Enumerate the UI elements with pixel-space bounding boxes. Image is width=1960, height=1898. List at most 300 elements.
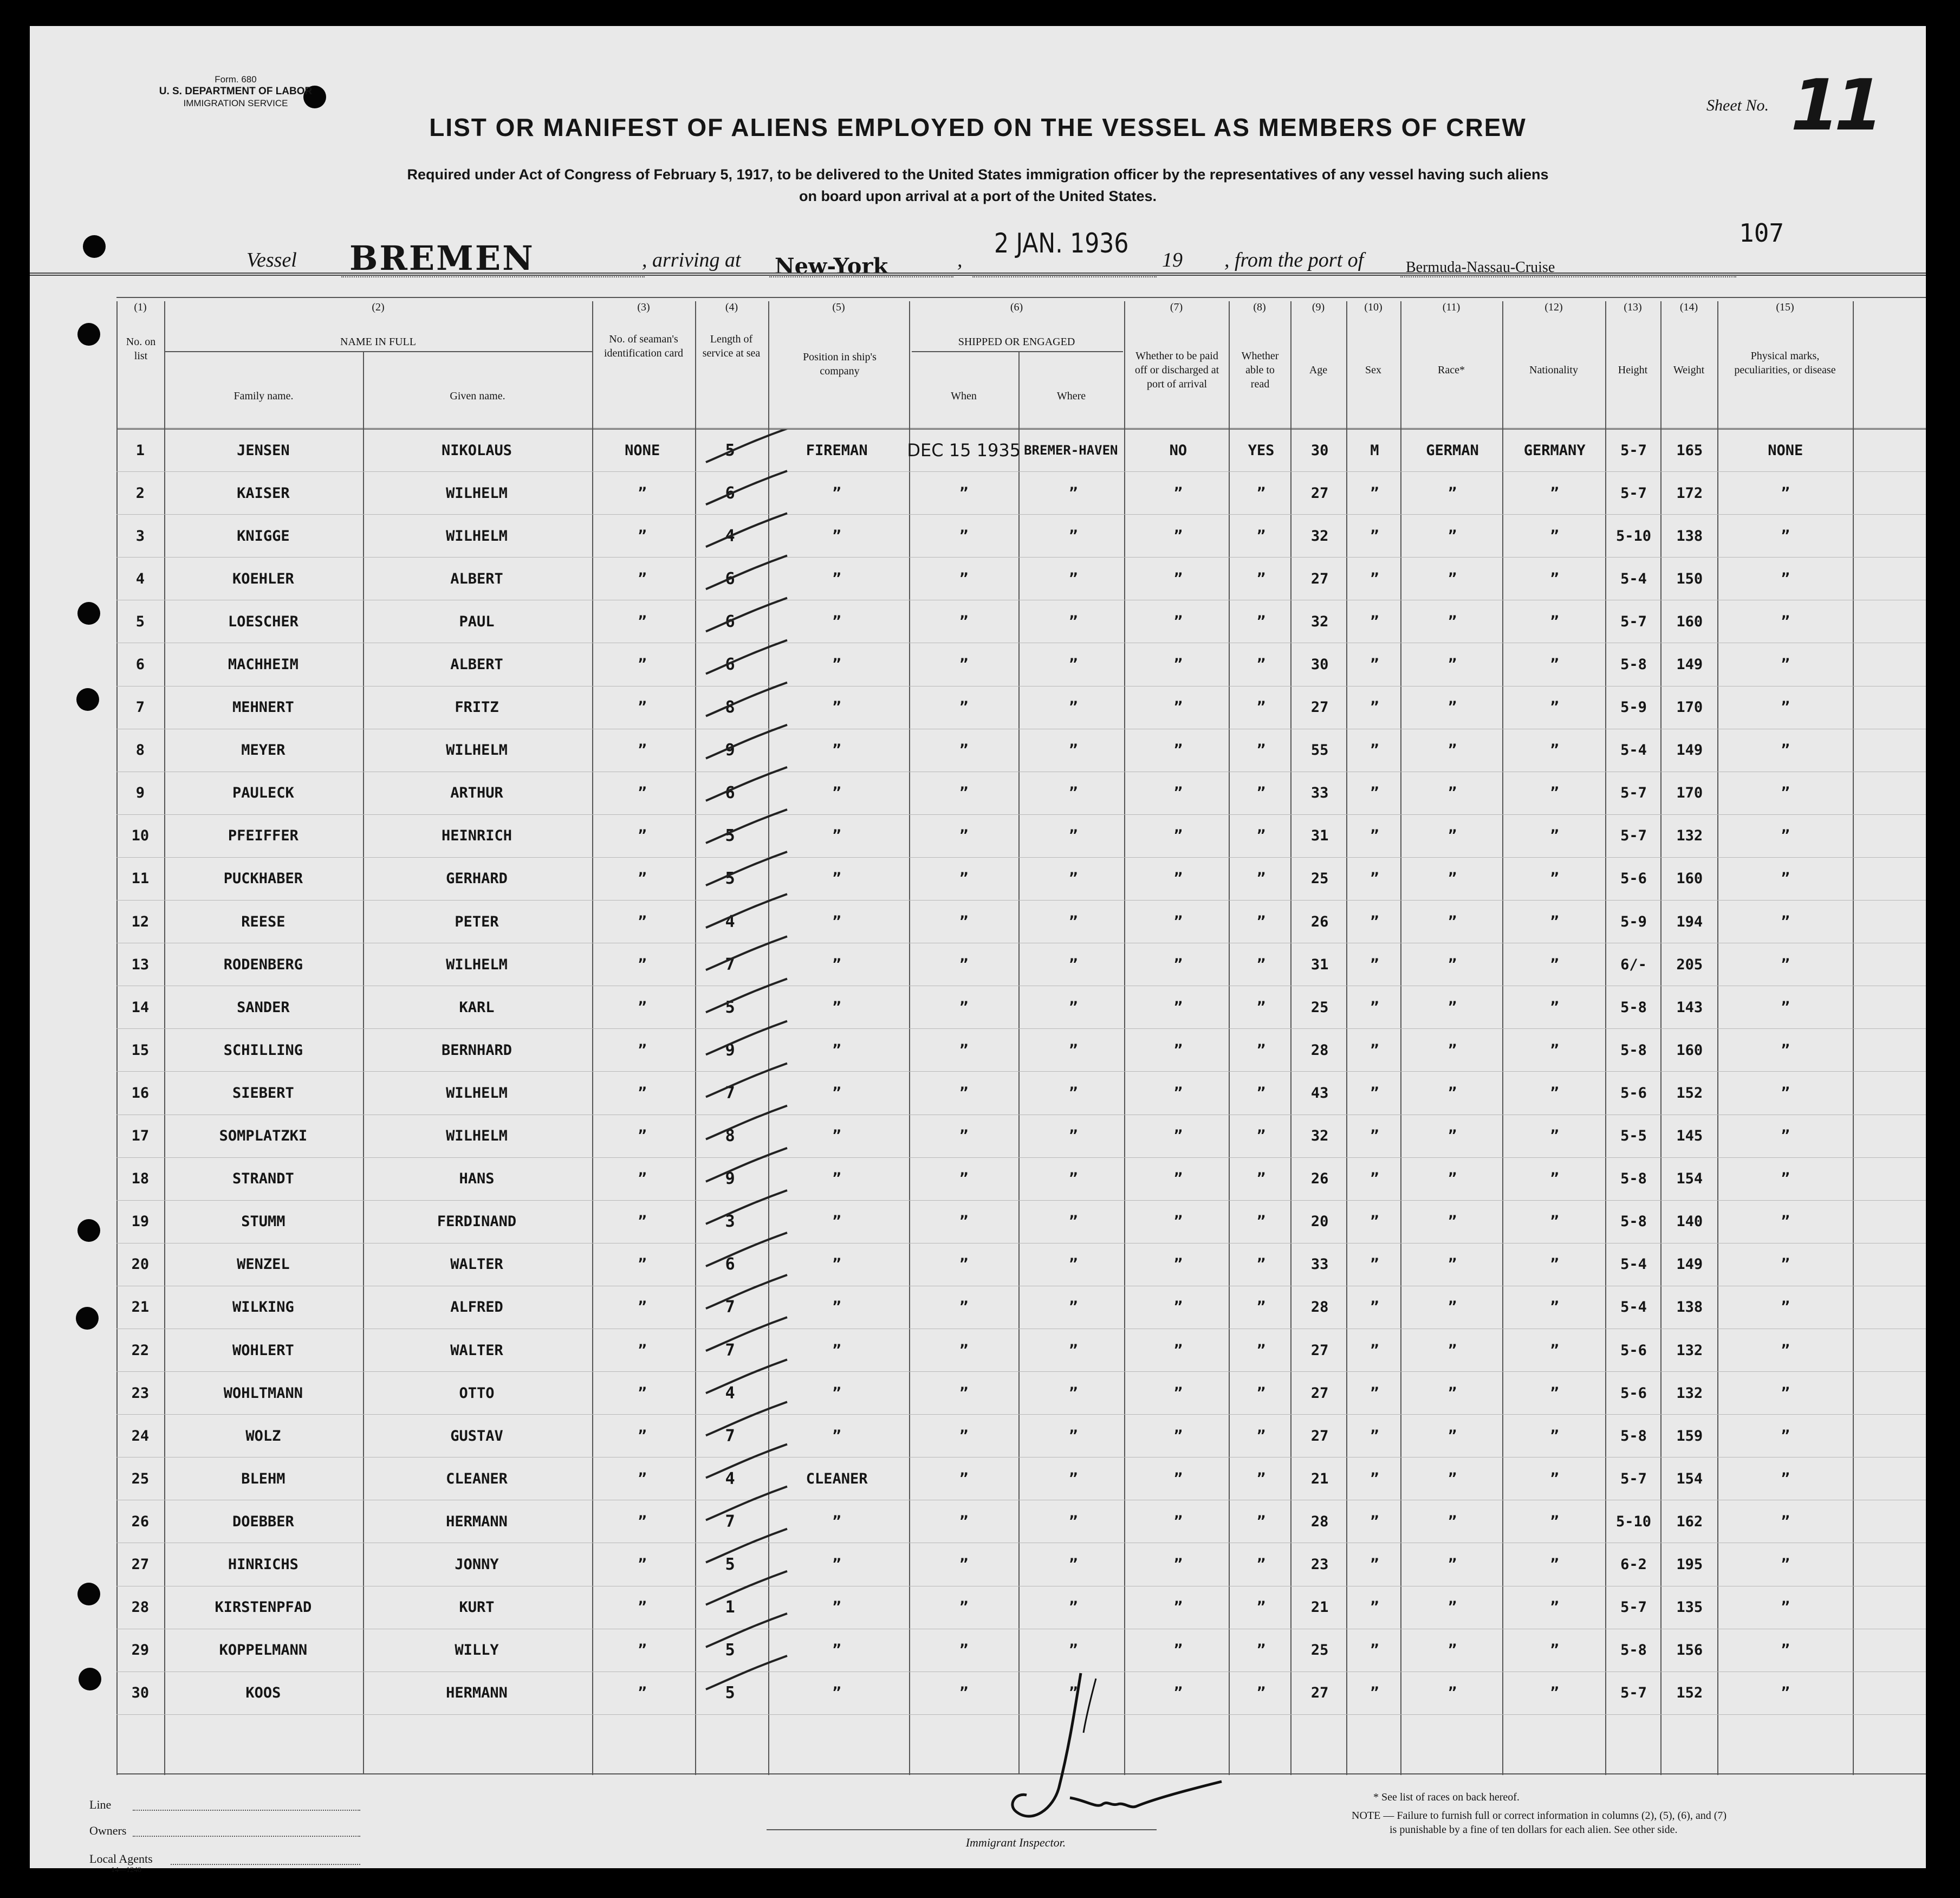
punch-hole — [83, 235, 106, 258]
service-slash-mark — [706, 555, 787, 589]
shipped-where: ” — [1021, 943, 1126, 986]
shipped-when: DEC 15 1935 — [907, 429, 1021, 472]
given-name: WALTER — [362, 1329, 591, 1371]
shipped-when: ” — [907, 857, 1021, 900]
id-card-number: ” — [591, 1115, 694, 1157]
service-slash-mark — [706, 1021, 787, 1054]
inspector-label: Immigrant Inspector. — [965, 1836, 1066, 1849]
nationality: ” — [1503, 472, 1606, 515]
family-name: MACHHEIM — [164, 643, 362, 686]
length-of-service: 6 — [693, 558, 767, 600]
physical-marks: ” — [1718, 814, 1853, 857]
length-of-service: 5 — [693, 986, 767, 1029]
blank-cell — [1853, 643, 1926, 686]
family-name: PAULECK — [164, 772, 362, 814]
shipped-where: ” — [1021, 857, 1126, 900]
blank-cell — [1853, 1372, 1926, 1415]
height: 5-7 — [1606, 429, 1662, 472]
from-port-label: , from the port of — [1224, 249, 1364, 271]
column-number: (12) — [1544, 301, 1563, 313]
row-number: 26 — [116, 1500, 164, 1543]
blank-cell — [1853, 515, 1926, 558]
weight: 170 — [1661, 772, 1718, 814]
punch-hole — [77, 323, 100, 346]
row-number: 10 — [116, 814, 164, 857]
blank-cell — [1853, 943, 1926, 986]
nationality: ” — [1503, 1586, 1606, 1629]
sex: ” — [1348, 1115, 1402, 1157]
service-slash-mark — [706, 1571, 787, 1605]
race: ” — [1401, 1157, 1503, 1200]
service-slash-mark — [706, 471, 787, 504]
age: 27 — [1292, 1372, 1348, 1415]
able-to-read: ” — [1230, 986, 1292, 1029]
paid-off: ” — [1126, 1586, 1230, 1629]
height: 5-4 — [1606, 1243, 1662, 1286]
footer-agents-underline — [171, 1864, 360, 1865]
nationality: ” — [1503, 986, 1606, 1029]
shipped-when: ” — [907, 686, 1021, 729]
blank-cell — [1853, 1200, 1926, 1243]
row-number: 8 — [116, 729, 164, 772]
crew-table-body — [116, 429, 1926, 1714]
given-name: PETER — [362, 901, 591, 943]
weight: 162 — [1661, 1500, 1718, 1543]
shipped-where: ” — [1021, 1115, 1126, 1157]
shipped-where: ” — [1021, 472, 1126, 515]
family-name: WILKING — [164, 1286, 362, 1329]
table-row — [116, 686, 1926, 729]
height: 5-4 — [1606, 729, 1662, 772]
name-subheader-rule — [164, 351, 592, 352]
able-to-read: ” — [1230, 515, 1292, 558]
family-name: KOOS — [164, 1672, 362, 1714]
paid-off: ” — [1126, 901, 1230, 943]
paid-off: ” — [1126, 472, 1230, 515]
nationality: ” — [1503, 1329, 1606, 1371]
height: 5-8 — [1606, 1157, 1662, 1200]
column-number: (14) — [1679, 301, 1698, 313]
service-slash-mark — [706, 1444, 787, 1478]
id-card-number: ” — [591, 1543, 694, 1586]
shipped-where: ” — [1021, 1157, 1126, 1200]
service-slash-mark — [706, 1233, 787, 1266]
shipped-when: ” — [907, 1200, 1021, 1243]
blank-cell — [1853, 857, 1926, 900]
blank-cell — [1853, 686, 1926, 729]
service-slash-mark — [706, 852, 787, 885]
blank-cell — [1853, 1629, 1926, 1672]
given-name: KARL — [362, 986, 591, 1029]
given-name: KURT — [362, 1586, 591, 1629]
age: 21 — [1292, 1586, 1348, 1629]
nationality: ” — [1503, 600, 1606, 643]
service-slash-mark — [706, 429, 787, 462]
sex: ” — [1348, 1500, 1402, 1543]
blank-cell — [1853, 1286, 1926, 1329]
given-name: WILHELM — [362, 1072, 591, 1115]
table-row — [116, 901, 1926, 943]
age: 33 — [1292, 1243, 1348, 1286]
able-to-read: ” — [1230, 814, 1292, 857]
blank-cell — [1853, 558, 1926, 600]
row-number: 2 — [116, 472, 164, 515]
table-row — [116, 1329, 1926, 1371]
sex: ” — [1348, 943, 1402, 986]
position: ” — [767, 1415, 907, 1457]
service-slash-mark — [706, 683, 787, 716]
length-of-service: 9 — [693, 1157, 767, 1200]
nationality: GERMANY — [1503, 429, 1606, 472]
length-of-service: 7 — [693, 1329, 767, 1371]
shipped-where: ” — [1021, 986, 1126, 1029]
arriving-label: , arriving at — [642, 249, 741, 271]
race: ” — [1401, 1500, 1503, 1543]
weight: 154 — [1661, 1457, 1718, 1500]
column-number: (9) — [1312, 301, 1325, 313]
height: 5-6 — [1606, 1372, 1662, 1415]
given-name: WILHELM — [362, 729, 591, 772]
race: ” — [1401, 1072, 1503, 1115]
weight: 149 — [1661, 643, 1718, 686]
blank-cell — [1853, 1115, 1926, 1157]
height: 5-7 — [1606, 1586, 1662, 1629]
table-row — [116, 1072, 1926, 1115]
physical-marks: ” — [1718, 1157, 1853, 1200]
age: 27 — [1292, 558, 1348, 600]
nationality: ” — [1503, 1500, 1606, 1543]
nationality: ” — [1503, 857, 1606, 900]
weight: 132 — [1661, 814, 1718, 857]
shipped-when: ” — [907, 1629, 1021, 1672]
position: ” — [767, 472, 907, 515]
id-card-number: ” — [591, 943, 694, 986]
table-row — [116, 429, 1926, 472]
age: 33 — [1292, 772, 1348, 814]
given-name: ALFRED — [362, 1286, 591, 1329]
sheet-label: Sheet No. — [1706, 96, 1769, 114]
age: 43 — [1292, 1072, 1348, 1115]
weight: 135 — [1661, 1586, 1718, 1629]
physical-marks: ” — [1718, 1672, 1853, 1714]
shipped-where: ” — [1021, 1372, 1126, 1415]
position: ” — [767, 1329, 907, 1371]
physical-marks: ” — [1718, 600, 1853, 643]
year-label: 19 — [1162, 249, 1183, 271]
age: 32 — [1292, 600, 1348, 643]
shipped-when: ” — [907, 1586, 1021, 1629]
given-name: CLEANER — [362, 1457, 591, 1500]
height: 5-8 — [1606, 643, 1662, 686]
length-of-service: 5 — [693, 857, 767, 900]
blank-cell — [1853, 472, 1926, 515]
position: ” — [767, 901, 907, 943]
position: ” — [767, 943, 907, 986]
weight: 160 — [1661, 1029, 1718, 1072]
able-to-read: ” — [1230, 1500, 1292, 1543]
position: ” — [767, 1115, 907, 1157]
height: 5-6 — [1606, 857, 1662, 900]
family-name: MEHNERT — [164, 686, 362, 729]
able-to-read: ” — [1230, 1672, 1292, 1714]
blank-cell — [1853, 1586, 1926, 1629]
length-of-service: 4 — [693, 515, 767, 558]
physical-marks: ” — [1718, 1115, 1853, 1157]
able-to-read: ” — [1230, 729, 1292, 772]
physical-marks: ” — [1718, 1329, 1853, 1371]
row-number: 17 — [116, 1115, 164, 1157]
height: 5-9 — [1606, 901, 1662, 943]
race: ” — [1401, 1672, 1503, 1714]
position: ” — [767, 857, 907, 900]
family-name: JENSEN — [164, 429, 362, 472]
family-name: MEYER — [164, 729, 362, 772]
footer-agents-label: Local Agents — [89, 1852, 153, 1865]
weight: 149 — [1661, 729, 1718, 772]
age: 25 — [1292, 1629, 1348, 1672]
sex: ” — [1348, 857, 1402, 900]
given-name: ARTHUR — [362, 772, 591, 814]
id-card-number: ” — [591, 1243, 694, 1286]
sex: ” — [1348, 1243, 1402, 1286]
weight: 138 — [1661, 1286, 1718, 1329]
race: ” — [1401, 1329, 1503, 1371]
race: ” — [1401, 1115, 1503, 1157]
given-name: HERMANN — [362, 1500, 591, 1543]
table-row — [116, 1115, 1926, 1157]
header-race: Race* — [1438, 364, 1465, 376]
shipped-when: ” — [907, 472, 1021, 515]
given-name: PAUL — [362, 600, 591, 643]
family-name: KNIGGE — [164, 515, 362, 558]
race: ” — [1401, 515, 1503, 558]
blank-cell — [1853, 901, 1926, 943]
height: 5-7 — [1606, 772, 1662, 814]
age: 28 — [1292, 1500, 1348, 1543]
shipped-where: ” — [1021, 1329, 1126, 1371]
paid-off: ” — [1126, 1200, 1230, 1243]
column-number: (5) — [832, 301, 845, 313]
row-number: 20 — [116, 1243, 164, 1286]
shipped-when: ” — [907, 1115, 1021, 1157]
age: 21 — [1292, 1457, 1348, 1500]
id-card-number: ” — [591, 643, 694, 686]
physical-marks: ” — [1718, 1629, 1853, 1672]
race: ” — [1401, 729, 1503, 772]
height: 5-9 — [1606, 686, 1662, 729]
given-name: JONNY — [362, 1543, 591, 1586]
age: 30 — [1292, 643, 1348, 686]
paid-off: ” — [1126, 1115, 1230, 1157]
header-family-name: Family name. — [233, 390, 294, 402]
row-number: 27 — [116, 1543, 164, 1586]
table-row — [116, 772, 1926, 814]
age: 32 — [1292, 1115, 1348, 1157]
shipped-where: ” — [1021, 643, 1126, 686]
physical-marks: ” — [1718, 643, 1853, 686]
able-to-read: ” — [1230, 558, 1292, 600]
sex: ” — [1348, 1372, 1402, 1415]
position: ” — [767, 1372, 907, 1415]
position: ” — [767, 986, 907, 1029]
weight: 160 — [1661, 857, 1718, 900]
service-slash-mark — [706, 894, 787, 928]
id-card-number: ” — [591, 600, 694, 643]
blank-cell — [1853, 1672, 1926, 1714]
paid-off: NO — [1126, 429, 1230, 472]
paid-off: ” — [1126, 1457, 1230, 1500]
header-no-on-list: No. on list — [126, 336, 156, 362]
age: 27 — [1292, 472, 1348, 515]
physical-marks: ” — [1718, 857, 1853, 900]
sex: ” — [1348, 1200, 1402, 1243]
family-name: PUCKHABER — [164, 857, 362, 900]
service-slash-mark — [706, 1317, 787, 1351]
shipped-where: ” — [1021, 1072, 1126, 1115]
shipped-when: ” — [907, 1157, 1021, 1200]
nationality: ” — [1503, 1157, 1606, 1200]
weight: 140 — [1661, 1200, 1718, 1243]
id-card-number: ” — [591, 515, 694, 558]
header-position: Position in ship's company — [803, 351, 877, 377]
punch-hole — [77, 1583, 100, 1605]
id-card-number: ” — [591, 1415, 694, 1457]
date-underline — [972, 276, 1157, 277]
age: 31 — [1292, 943, 1348, 986]
shipped-when: ” — [907, 1415, 1021, 1457]
nationality: ” — [1503, 1672, 1606, 1714]
service-slash-mark — [706, 1064, 787, 1097]
service-slash-mark — [706, 1656, 787, 1689]
sex: ” — [1348, 686, 1402, 729]
physical-marks: NONE — [1718, 429, 1853, 472]
height: 5-4 — [1606, 1286, 1662, 1329]
physical-marks: ” — [1718, 1543, 1853, 1586]
id-card-number: ” — [591, 1029, 694, 1072]
row-number: 5 — [116, 600, 164, 643]
position: ” — [767, 1629, 907, 1672]
header-rule — [30, 273, 1926, 276]
position: ” — [767, 558, 907, 600]
paid-off: ” — [1126, 1072, 1230, 1115]
age: 27 — [1292, 1672, 1348, 1714]
column-number: (1) — [134, 301, 147, 313]
table-row — [116, 1243, 1926, 1286]
service-slash-mark — [706, 936, 787, 970]
length-of-service: 1 — [693, 1586, 767, 1629]
sex: ” — [1348, 1329, 1402, 1371]
shipped-subheader-rule — [912, 351, 1123, 352]
header-physical-marks: Physical marks, peculiarities, or disease — [1734, 350, 1836, 376]
weight: 160 — [1661, 600, 1718, 643]
id-card-number: ” — [591, 686, 694, 729]
fine-note-line-2: is punishable by a fine of ten dollars for each alien. See other side. — [1390, 1824, 1678, 1836]
position: ” — [767, 814, 907, 857]
blank-cell — [1853, 814, 1926, 857]
from-port: Bermuda-Nassau-Cruise — [1406, 259, 1555, 276]
shipped-when: ” — [907, 772, 1021, 814]
fine-note-line-1: NOTE — Failure to furnish full or correct information in columns (2), (5), (6), and (7) — [1352, 1810, 1727, 1822]
row-number: 19 — [116, 1200, 164, 1243]
position: ” — [767, 643, 907, 686]
length-of-service: 6 — [693, 472, 767, 515]
blank-cell — [1853, 986, 1926, 1029]
arriving-port: New-York — [775, 254, 888, 279]
agency-header — [133, 74, 339, 109]
able-to-read: YES — [1230, 429, 1292, 472]
comma-separator: , — [957, 249, 963, 271]
age: 27 — [1292, 1415, 1348, 1457]
length-of-service: 9 — [693, 729, 767, 772]
manifest-sheet — [30, 26, 1926, 1874]
weight: 194 — [1661, 901, 1718, 943]
header-when: When — [951, 390, 977, 402]
able-to-read: ” — [1230, 901, 1292, 943]
length-of-service: 5 — [693, 814, 767, 857]
position: ” — [767, 600, 907, 643]
service-slash-mark — [706, 1359, 787, 1393]
header-age: Age — [1309, 364, 1328, 376]
service-slash-mark — [706, 513, 787, 547]
length-of-service: 5 — [693, 1543, 767, 1586]
race: ” — [1401, 857, 1503, 900]
column-number: (6) — [1010, 301, 1023, 313]
race: ” — [1401, 472, 1503, 515]
given-name: ALBERT — [362, 558, 591, 600]
nationality: ” — [1503, 1457, 1606, 1500]
nationality: ” — [1503, 686, 1606, 729]
age: 23 — [1292, 1543, 1348, 1586]
id-card-number: ” — [591, 814, 694, 857]
sex: ” — [1348, 1072, 1402, 1115]
shipped-where: ” — [1021, 1500, 1126, 1543]
family-name: BLEHM — [164, 1457, 362, 1500]
row-number: 16 — [116, 1072, 164, 1115]
table-row — [116, 1029, 1926, 1072]
vessel-label: Vessel — [246, 249, 297, 271]
age: 25 — [1292, 986, 1348, 1029]
subtitle-line-1: Required under Act of Congress of February 5, 1917, to be delivered to the United States immigration officer by the representatives of any vessel having such aliens — [407, 166, 1549, 183]
shipped-where: ” — [1021, 1586, 1126, 1629]
weight: 154 — [1661, 1157, 1718, 1200]
able-to-read: ” — [1230, 1372, 1292, 1415]
position: ” — [767, 1500, 907, 1543]
header-given-name: Given name. — [450, 390, 505, 402]
given-name: WILHELM — [362, 943, 591, 986]
length-of-service: 4 — [693, 1457, 767, 1500]
nationality: ” — [1503, 814, 1606, 857]
header-length-service: Length of service at sea — [702, 333, 761, 359]
able-to-read: ” — [1230, 643, 1292, 686]
height: 6/- — [1606, 943, 1662, 986]
family-name: KIRSTENPFAD — [164, 1586, 362, 1629]
column-number: (13) — [1624, 301, 1642, 313]
service-slash-mark — [706, 1275, 787, 1308]
id-card-number: ” — [591, 1457, 694, 1500]
paid-off: ” — [1126, 772, 1230, 814]
able-to-read: ” — [1230, 1543, 1292, 1586]
able-to-read: ” — [1230, 1629, 1292, 1672]
sex: ” — [1348, 1029, 1402, 1072]
row-number: 4 — [116, 558, 164, 600]
length-of-service: 8 — [693, 1115, 767, 1157]
row-number: 30 — [116, 1672, 164, 1714]
row-number: 6 — [116, 643, 164, 686]
row-number: 9 — [116, 772, 164, 814]
punch-hole — [77, 1219, 100, 1242]
id-card-number: ” — [591, 1200, 694, 1243]
length-of-service: 8 — [693, 686, 767, 729]
